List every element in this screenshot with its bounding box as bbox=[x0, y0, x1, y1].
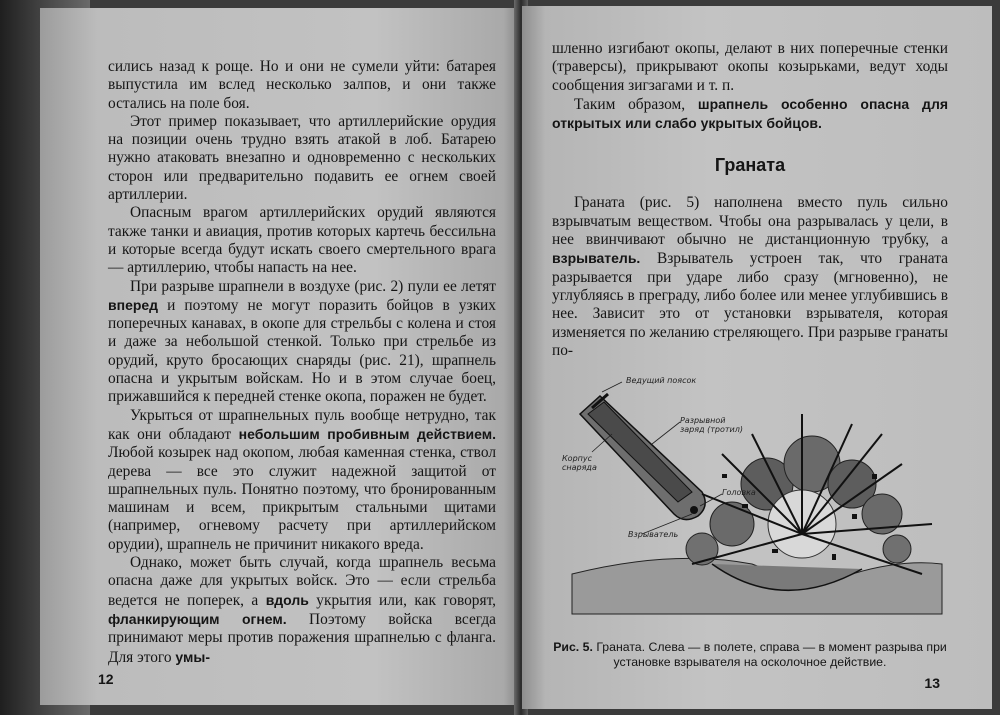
right-page-body-text bbox=[552, 194, 948, 360]
paragraph bbox=[108, 554, 496, 667]
label-shell-body: Корпус снаряда bbox=[562, 454, 597, 473]
text-run: Поэтому войска всегда принимают меры против поражения шрапнелью с фланга. Для этого bbox=[108, 610, 496, 666]
text-run: Граната (рис. 5) наполнена вместо пуль сильно взрывчатым веществом. Чтобы она разрывалась у цели, в нее ввинчивают обычно не дистанционную трубку, а bbox=[552, 194, 948, 249]
paragraph bbox=[108, 407, 496, 554]
figure-5 bbox=[552, 374, 952, 636]
text-run: и поэтому не могут поразить бойцов в узких поперечных канавах, в окопе для стрельбы с колена и стоя и даже за небольшой стенкой. Только при стрельбе из орудий, круто бросающих снаряды (рис. 21), шрапнель опасна и укрытым войскам. Но и в этом случае боец, прижавшийся к передней стенке окопа, поражен не будет. bbox=[108, 296, 496, 406]
text-run: Таким образом, bbox=[574, 95, 698, 113]
label-bursting-charge: Разрывной заряд (тротил) bbox=[680, 416, 743, 435]
text-run: Однако, может быть случай, когда шрапнель весьма опасна даже для укрытых войск. Это — если стрельба ведется не поперек, а bbox=[108, 554, 496, 609]
left-page-text bbox=[108, 58, 496, 667]
left-page bbox=[40, 8, 518, 705]
right-page-number: 13 bbox=[924, 675, 940, 691]
section-heading: Граната bbox=[714, 155, 786, 176]
bold-text-run: вдоль bbox=[265, 591, 309, 608]
paragraph bbox=[552, 194, 948, 360]
text-run: При разрыве шрапнели в воздухе (рис. 2) пули ее летят bbox=[130, 277, 496, 295]
text-run: Опасным врагом артиллерийских орудий являются также танки и авиация, против которых картечь бессильна и которые всегда будут искать своего смертельного врага — артиллерию, чтобы напасть на нее. bbox=[108, 204, 496, 277]
ground-drawing bbox=[572, 559, 942, 615]
paragraph bbox=[108, 58, 496, 113]
left-page-number: 12 bbox=[98, 671, 114, 687]
grenade-illustration bbox=[552, 374, 952, 636]
text-run: Взрыватель устроен так, что граната разрывается при ударе либо сразу (мгновенно), не углубляясь в преграду, либо более или менее углубившись в нее. Зависит это от установки взрывателя, которая изменяется по желанию стреляющего. При разрыве гранаты по- bbox=[552, 250, 948, 359]
caption-number: Рис. 5. bbox=[553, 640, 593, 655]
bold-text-run: шрапнель особенно опасна для открытых или слабо укрытых бойцов. bbox=[552, 95, 949, 132]
bold-text-run: фланкирующим огнем. bbox=[108, 610, 287, 627]
text-run: Укрыться от шрапнельных пуль вообще нетрудно, так как они обладают bbox=[108, 406, 496, 443]
label-fuze: Взрыватель bbox=[628, 530, 679, 540]
paragraph bbox=[552, 95, 948, 134]
text-run: укрытия или, как говорят, bbox=[308, 591, 496, 609]
text-run: Любой козырек над окопом, любая каменная стенка, ствол дерева — все это служит надежной защитой от шрапнельных пуль. Понятно поэтому, что бронированным машинам и всем, прикрытым стальными щитами (например, огневому расчету при артиллерийском орудии), шрапнель не причинит никакого вреда. bbox=[108, 444, 496, 553]
text-run: сились назад к роще. Но и они не сумели уйти: батарея выпустила им вслед несколько залпов, и они также остались на поле боя. bbox=[108, 58, 496, 112]
right-page-top-text bbox=[552, 40, 948, 133]
right-page bbox=[522, 6, 992, 709]
paragraph bbox=[108, 204, 496, 277]
text-run: Этот пример показывает, что артиллерийские орудия на позиции очень трудно взять атакой в лоб. Батарею нужно атаковать внезапно и одновременно с нескольких сторон или предварительно подавить ее огнем своей артиллерии. bbox=[108, 112, 496, 204]
paragraph bbox=[108, 278, 496, 407]
label-head: Головка bbox=[722, 488, 756, 498]
figure-caption bbox=[552, 640, 948, 670]
paragraph bbox=[552, 40, 948, 95]
label-driving-band: Ведущий поясок bbox=[626, 376, 697, 386]
bold-text-run: взрыватель. bbox=[552, 250, 641, 267]
caption-text: Граната. Слева — в полете, справа — в момент разрыва при установке взрывателя на осколочное действие. bbox=[596, 640, 947, 670]
text-run: шленно изгибают окопы, делают в них поперечные стенки (траверсы), прикрывают окопы козырьками, ведут ходы сообщения зигзагами и т. п. bbox=[552, 40, 948, 94]
bold-text-run: небольшим пробивным действием. bbox=[238, 425, 496, 442]
bold-text-run: вперед bbox=[108, 296, 159, 313]
paragraph bbox=[108, 113, 496, 204]
bold-text-run: умы- bbox=[175, 648, 210, 665]
